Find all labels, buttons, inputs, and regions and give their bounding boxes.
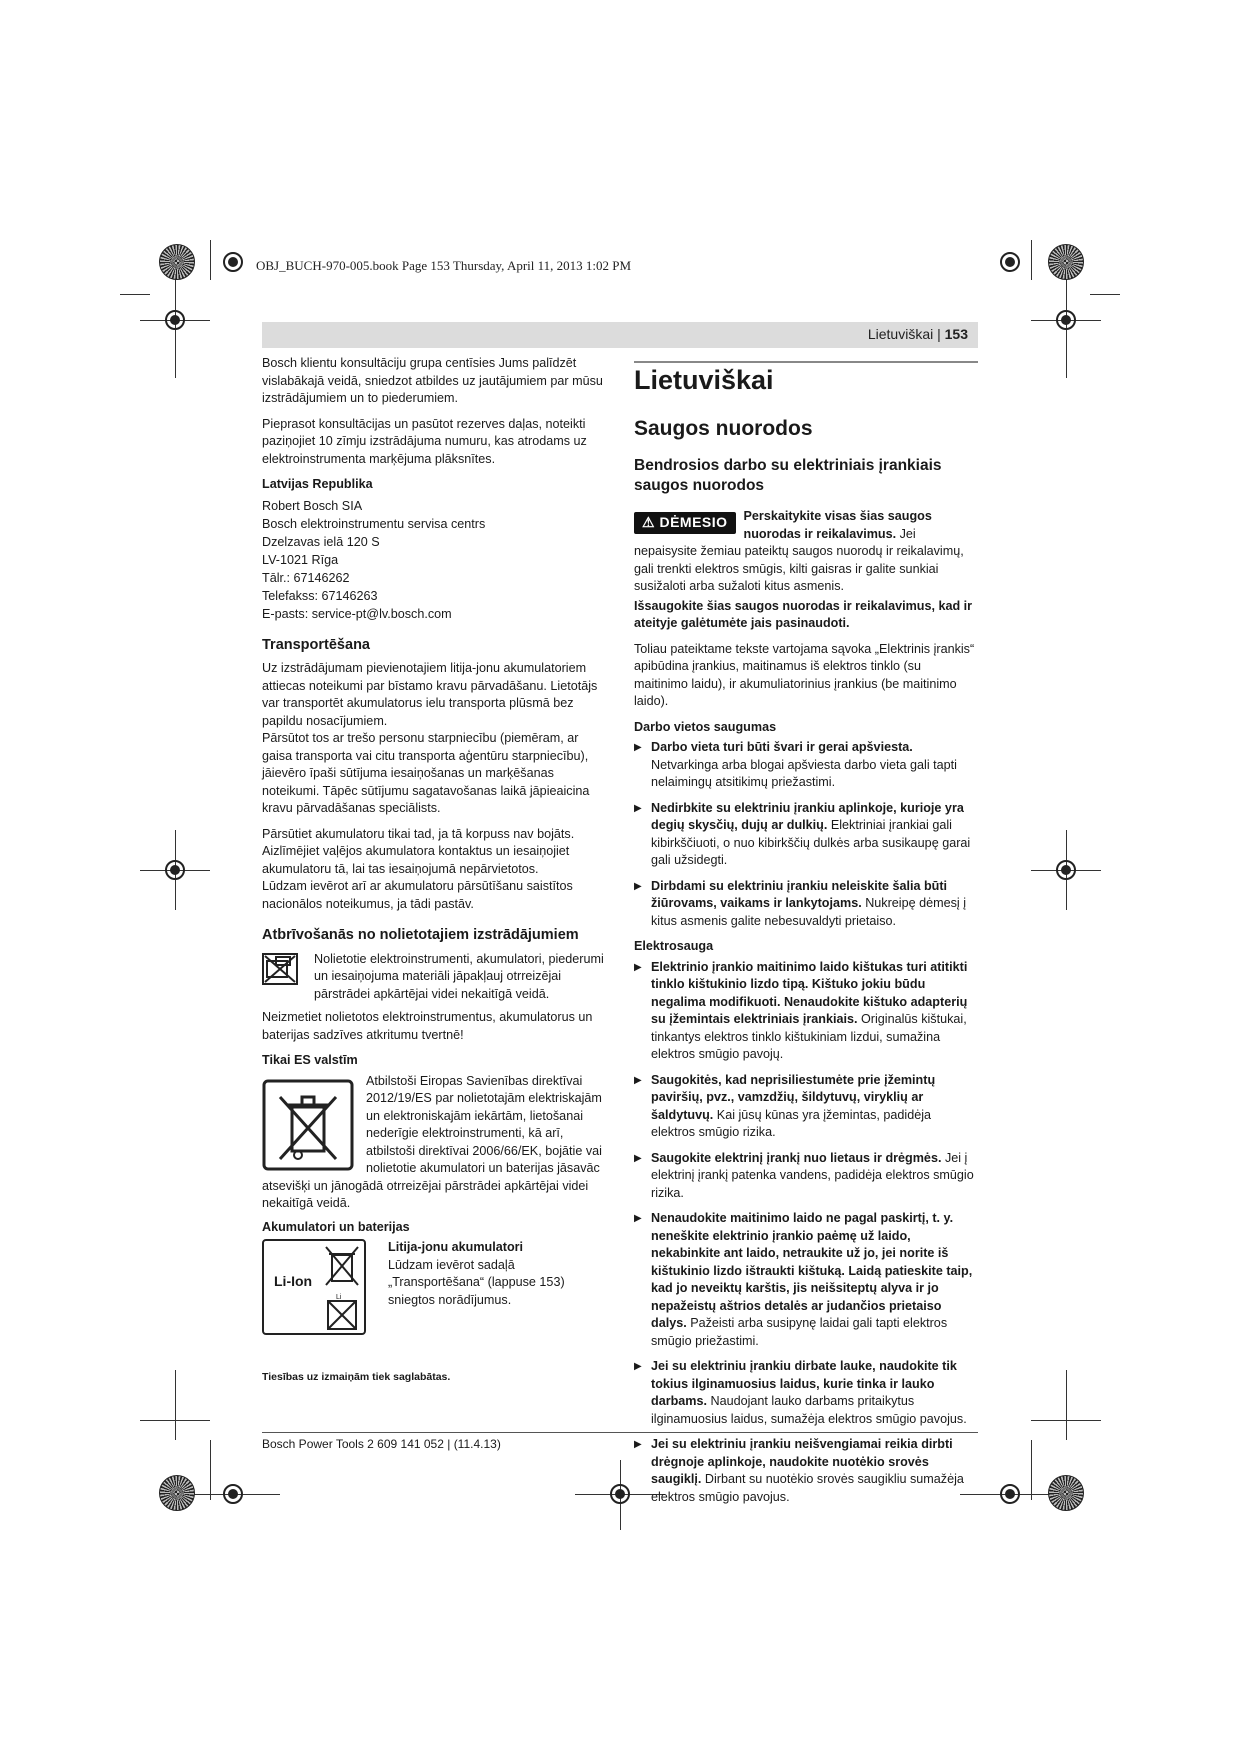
running-header <box>262 322 978 348</box>
liion-icon <box>262 1239 366 1335</box>
left-column <box>262 355 606 1387</box>
crop-mark <box>210 240 211 280</box>
eu-paragraph: Atbilstoši Eiropas Savienības direktīvai 2012/19/ES par nolietotajām elektriskajām un elektroniskajām iekārtām, lietošanai nederīgie elektroinstrumenti, kā arī, atbilstoši direktīvai 2006/66/EK, bojātie vai nolietotie akumulatori un baterijas jāsavāc atsevišķi un jānogādā otrreizējai pārstrādei apkārtējai videi nekaitīgā veidā. <box>262 1073 602 1210</box>
book-slug: OBJ_BUCH-970-005.book Page 153 Thursday, April 11, 2013 1:02 PM <box>256 258 632 273</box>
warning-triangle-icon: ⚠ <box>642 514 656 530</box>
crop-mark <box>1090 294 1120 295</box>
registration-mark-icon <box>223 252 243 272</box>
disposal-text: Nolietotie elektroinstrumenti, akumulatori, piederumi un iesaiņojuma materiāli jāpakļauj otrreizējai pārstrādei apkārtējai videi nekaitīgā veidā. <box>314 951 604 1001</box>
battery-heading: Akumulatori un baterijas <box>262 1219 410 1234</box>
transport-paragraph: Pārsūtot tos ar trešo personu starpniecību (piemēram, ar gaisa transporta vai citu transporta aģentūru starpniecību), jāievēro īpaši sūtījuma iesaiņošanas un marķēšanas noteikumi. Tāpēc sūtījumu sagatavošanas laikā jāpieaicina kravu pārvadāšanas speciālists. <box>262 731 590 815</box>
li-small-label: Li <box>336 1294 342 1301</box>
warning-bold: Perskaitykite visas šias saugos nuorodas ir reikalavimus. <box>743 509 932 541</box>
eu-heading: Tikai ES valstīm <box>262 1053 358 1067</box>
disposal-warning: Neizmetiet nolietotos elektroinstrumentus, akumulatorus un baterijas sadzīves atkritumu tvertnē! <box>262 1010 593 1042</box>
country-heading: Latvijas Republika <box>262 477 373 491</box>
bullet-text: Jei į elektrinį įrankį patenka vandens, padidėja elektros smūgio rizika. <box>651 1150 974 1200</box>
bullet-bold: Elektrinio įrankio maitinimo laido kištukas turi atitikti tinklo kištukinio lizdo tipą. Kištuko jokiu būdu negalima modifikuoti. Nenaudokite kištuko adapterių su įžemintais elektriniais įrankiais. <box>651 959 968 1026</box>
address-line: Dzelzavas ielā 120 S <box>262 534 380 549</box>
crop-mark <box>120 294 150 295</box>
registration-mark-icon <box>1056 310 1076 330</box>
bullet-bold: Nenaudokite maitinimo laido ne pagal paskirtį, t. y. neneškite elektrinio įrankio paėmę už laido, nekabinkite ant laido, netraukite už jo, jei norite iš kištukinio lizdo ištraukti kištuką. Laidą patieskite taip, kad jo neveiktų karštis, jis neišsiteptų alyva ir jo nepažeistų aštrios detalės ar judančios prietaiso dalys. <box>651 1211 973 1330</box>
warning-badge <box>634 512 736 534</box>
footer-rule <box>262 1432 978 1433</box>
bullet-item <box>634 800 978 870</box>
term-definition: Toliau pateiktame tekste vartojama sąvoka „Elektrinis įrankis“ apibūdina įrankius, maitinamus iš elektros tinklo (su maitinimo laidu), ir akumuliatorinius įrankius (be maitinimo laido). <box>634 641 975 708</box>
header-label <box>868 326 968 342</box>
bullet-bold: Jei su elektriniu įrankiu neišvengiamai reikia dirbti drėgnoje aplinkoje, naudokite nuotėkio srovės saugiklį. <box>651 1437 953 1486</box>
address-line: E-pasts: service-pt@lv.bosch.com <box>262 606 452 621</box>
weee-bin-icon <box>262 1079 354 1171</box>
bullet-item <box>634 739 978 792</box>
title-rule <box>634 361 978 363</box>
bullet-item <box>634 1150 978 1203</box>
bullet-item <box>634 878 978 931</box>
recycle-battery-icon <box>324 1297 360 1333</box>
bullet-bold: Darbo vieta turi būti švari ir gerai apšviesta. <box>651 740 913 754</box>
color-wheel-icon <box>159 1475 195 1511</box>
address-line: Bosch elektroinstrumentu servisa centrs <box>262 516 486 531</box>
transport-paragraph: Lūdzam ievērot arī ar akumulatoru pārsūtīšanu saistītos nacionālos noteikumus, ja tādi pastāv. <box>262 879 573 911</box>
bullet-text: Netvarkinga arba blogai apšviesta darbo vieta gali tapti nelaimingų atsitikimų priežastimi. <box>651 757 957 789</box>
bullet-bold: Jei su elektriniu įrankiu dirbate lauke, naudokite tik tokius ilginamuosius laidus, kurie tinka ir lauko darbams. <box>651 1359 957 1408</box>
disposal-icon <box>262 953 298 985</box>
crop-mark <box>175 1370 176 1440</box>
registration-mark-icon <box>1000 1484 1020 1504</box>
color-wheel-icon <box>159 244 195 280</box>
bullet-item <box>634 959 978 1064</box>
address-line: LV-1021 Rīga <box>262 552 339 567</box>
registration-mark-icon <box>165 310 185 330</box>
liion-text-block <box>388 1239 606 1309</box>
liion-heading: Litija-jonu akumulatori <box>388 1240 524 1254</box>
rights-notice: Tiesības uz izmaiņām tiek saglabātas. <box>262 1371 451 1383</box>
section-title: Lietuviškai <box>634 365 774 395</box>
crop-mark <box>1031 1440 1032 1500</box>
warning-badge-label: DĖMESIO <box>659 514 728 530</box>
bullet-text: Dirbant su nuotėkio srovės saugikliu sumažėja elektros smūgio pavojus. <box>651 1472 964 1504</box>
liion-block <box>262 1239 606 1343</box>
general-safety-heading: Bendrosios darbo su elektriniais įrankiais saugos nuorodos <box>634 457 942 494</box>
address-block <box>262 497 606 623</box>
crop-mark <box>210 1440 211 1500</box>
workplace-heading: Darbo vietos saugumas <box>634 719 777 734</box>
warning-block <box>634 508 978 596</box>
electric-heading: Elektrosauga <box>634 939 714 953</box>
bullet-bold: Dirbdami su elektriniu įrankiu neleiskite šalia būti žiūrovams, vaikams ir lankytojams. <box>651 878 948 910</box>
registration-mark-icon <box>1000 252 1020 272</box>
bullet-bold: Nedirbkite su elektriniu įrankiu aplinkoje, kurioje yra degių skysčių, dujų ar dulkių. <box>651 800 964 832</box>
right-column <box>634 364 978 1514</box>
page-number: 153 <box>944 326 968 342</box>
color-wheel-icon <box>1048 244 1084 280</box>
safety-heading: Saugos nuorodos <box>634 417 813 440</box>
disposal-heading: Atbrīvošanās no nolietotajiem izstrādājumiem <box>262 927 579 943</box>
bullet-text: Naudojant lauko darbams pritaikytus ilginamuosius laidus, sumažėja elektros smūgio pavojus. <box>651 1394 967 1426</box>
footer-text: Bosch Power Tools 2 609 141 052 | (11.4.13) <box>262 1437 501 1451</box>
header-language: Lietuviškai <box>867 326 934 342</box>
bullet-item <box>634 1072 978 1142</box>
keep-instructions: Išsaugokite šias saugos nuorodas ir reikalavimus, kad ir ateityje galėtumėte jais pasinaudoti. <box>634 598 973 630</box>
registration-mark-icon <box>223 1484 243 1504</box>
liion-paragraph: Lūdzam ievērot sadaļā „Transportēšana“ (lappuse 153) sniegtos norādījumus. <box>388 1257 565 1307</box>
transport-paragraph: Pārsūtiet akumulatoru tikai tad, ja tā korpuss nav bojāts. Aizlīmējiet vaļējos akumulatora kontaktus un iesaiņojiet akumulatoru tā, lai tas iesaiņojumā nepārvietotos. <box>262 826 575 876</box>
order-paragraph: Pieprasot konsultācijas un pasūtot rezerves daļas, noteikti paziņojiet 10 zīmju izstrādājuma numuru, kas atrodams uz elektroinstrumenta marķējuma plāksnītes. <box>262 416 587 466</box>
address-line: Telefakss: 67146263 <box>262 588 378 603</box>
crossed-bin-icon <box>324 1245 360 1289</box>
bullet-text: Pažeisti arba susipynę laidai gali tapti elektros smūgio priežastimi. <box>651 1316 948 1348</box>
bullet-item <box>634 1358 978 1428</box>
bullet-item <box>634 1436 978 1506</box>
bullet-text: Originalūs kištukai, tinkantys elektros tinklo kištukiniam lizdui, sumažina elektros smūgio pavojų. <box>651 1012 967 1061</box>
bullet-text: Elektriniai įrankiai gali kibirkščiuoti, o nuo kibirkščių dulkės arba susikaupę garai gali užsidegti. <box>651 818 971 867</box>
crop-mark <box>1031 240 1032 280</box>
disposal-block <box>262 951 606 1004</box>
bullet-bold: Saugokitės, kad neprisiliestumėte prie įžemintų paviršių, pvz., vamzdžių, šildytuvų, viryklių ar šaldytuvų. <box>651 1072 936 1122</box>
header-separator: | <box>937 326 941 342</box>
warning-text: Jei nepaisysite žemiau pateiktų saugos nuorodų ir reikalavimų, gali trenkti elektros smūgis, kilti gaisras ir galite sunkiai susižaloti arba sužaloti kitus asmenis. <box>634 526 964 593</box>
address-line: Tālr.: 67146262 <box>262 570 350 585</box>
transport-heading: Transportēšana <box>262 636 370 653</box>
bullet-text: Kai jūsų kūnas yra įžemintas, padidėja elektros smūgio rizika. <box>651 1107 932 1139</box>
bullet-item <box>634 1210 978 1350</box>
liion-label: Li-Ion <box>274 1273 313 1289</box>
bullet-text: Nukreipę dėmesį į kitus asmenis galite nebesuvaldyti prietaiso. <box>651 896 966 928</box>
bullet-bold: Saugokite elektrinį įrankį nuo lietaus ir drėgmės. <box>651 1150 942 1165</box>
consult-paragraph: Bosch klientu konsultāciju grupa centīsies Jums palīdzēt vislabākajā veidā, sniedzot atbildes uz jautājumiem par mūsu izstrādājumiem un to piederumiem. <box>262 356 603 405</box>
eu-block <box>262 1073 606 1213</box>
registration-mark-icon <box>1056 860 1076 880</box>
crop-mark <box>1066 1370 1067 1440</box>
address-line: Robert Bosch SIA <box>262 498 363 513</box>
transport-paragraph: Uz izstrādājumam pievienotajiem litija-jonu akumulatoriem attiecas noteikumi par bīstamo kravu pārvadāšanu. Lietotājs var transportēt akumulatorus ielu transporta plūsmā bez papildu nosacījumiem. <box>262 661 598 728</box>
registration-mark-icon <box>165 860 185 880</box>
crop-mark <box>140 1420 210 1421</box>
registration-mark-icon <box>610 1484 630 1504</box>
color-wheel-icon <box>1048 1475 1084 1511</box>
crop-mark <box>1031 1420 1101 1421</box>
